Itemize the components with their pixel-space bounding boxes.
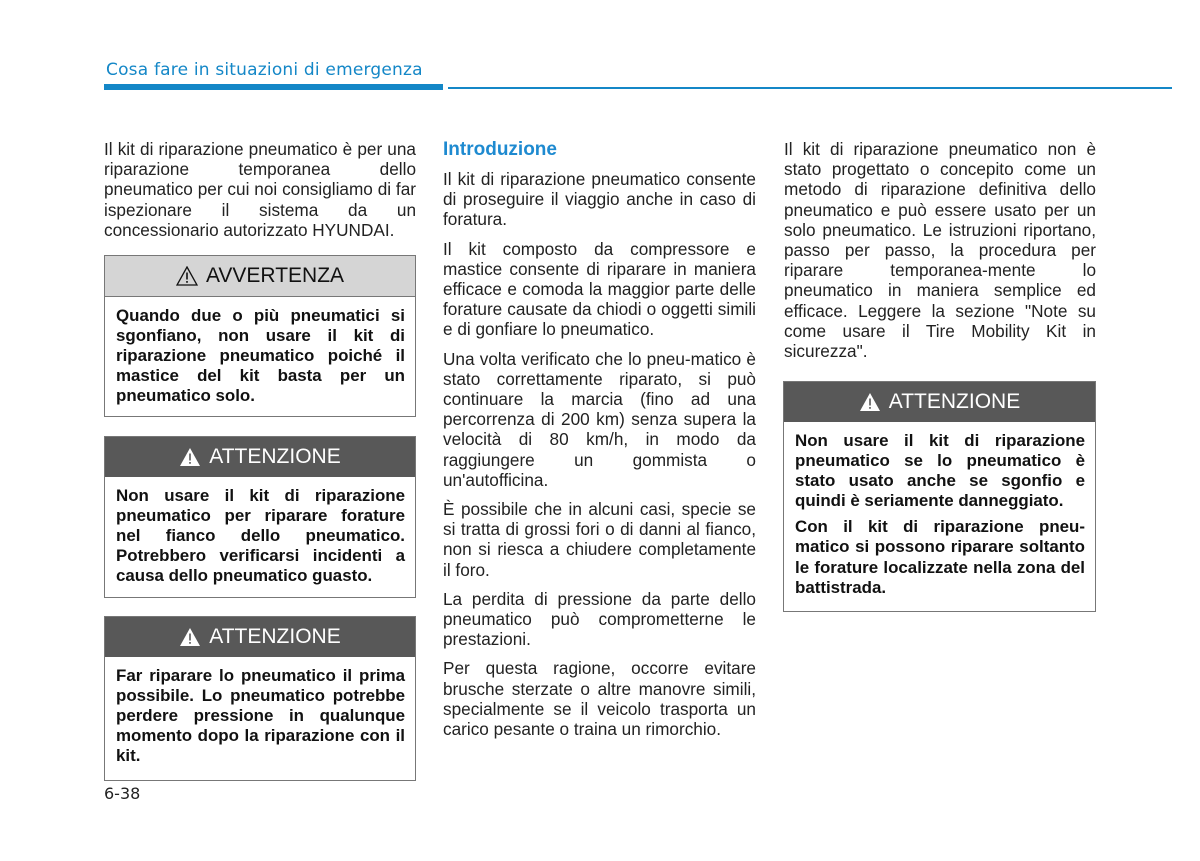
caution-text: Far riparare lo pneumatico il prima possibile. Lo pneumatico potrebbe perdere pressione in qualunque momento dopo la riparazione con il kit. [116, 666, 405, 766]
caution-text: Non usare il kit di riparazione pneumatico se lo pneumatico è stato usato anche se sgonfio e quindi è seriamente danneggiato. [795, 431, 1085, 511]
caution-header [105, 437, 415, 477]
caution-body [105, 657, 415, 776]
caution-header [784, 382, 1095, 422]
column-middle [443, 139, 756, 748]
intro-paragraph: Il kit di riparazione pneumatico è per una riparazione temporanea dello pneumatico per cui noi consigliamo di far ispezionare il sistema da un concessionario autorizzato HYUNDAI. [104, 139, 416, 240]
warning-title: AVVERTENZA [205, 264, 345, 287]
warning-triangle-icon [176, 266, 198, 286]
paragraph: Il kit composto da compressore e mastice consente di riparare in maniera efficace e comoda la maggior parte delle forature causate da chiodi o oggetti simili e di gonfiare lo pneumatico. [443, 238, 756, 340]
paragraph: La perdita di pressione da parte dello pneumatico può comprometterne le prestazioni. [443, 588, 756, 650]
caution-box [783, 381, 1096, 612]
caution-body [784, 422, 1095, 608]
caution-title: ATTENZIONE [888, 390, 1021, 413]
caution-text: Non usare il kit di riparazione pneumatico per riparare forature nel fianco dello pneumatico. Potrebbero verificarsi incidenti a causa dello pneumatico guasto. [116, 486, 405, 586]
warning-triangle-icon [859, 392, 881, 412]
page-number: 6-38 [104, 784, 141, 803]
warning-box [104, 255, 416, 417]
caution-box [104, 616, 416, 781]
warning-text: Quando due o più pneumatici si sgonfiano, non usare il kit di riparazione pneumatico poiché il mastice del kit basta per un pneumatico solo. [116, 306, 405, 406]
caution-header [105, 617, 415, 657]
section-title: Cosa fare in situazioni di emergenza [106, 60, 423, 80]
caution-body [105, 477, 415, 596]
column-left [104, 139, 416, 249]
header-rule-thin [448, 87, 1172, 89]
paragraph: Una volta verificato che lo pneu-matico è stato correttamente riparato, si può continuare la marcia (fino ad una percorrenza di 200 km) senza supera la velocità di 80 km/h, in modo da raggiungere un gommista o un'autofficina. [443, 348, 756, 490]
caution-title: ATTENZIONE [209, 625, 341, 648]
caution-title: ATTENZIONE [209, 445, 341, 468]
paragraph: Il kit di riparazione pneumatico consente di proseguire il viaggio anche in caso di foratura. [443, 169, 756, 230]
column-right [784, 139, 1096, 370]
warning-header [105, 256, 415, 297]
header-rule-thick [104, 84, 443, 90]
warning-triangle-icon [179, 627, 201, 647]
section-heading: Introduzione [443, 139, 557, 160]
paragraph: Per questa ragione, occorre evitare brusche sterzate o altre manovre simili, specialmente se il veicolo trasporta un carico pesante o traina un rimorchio. [443, 658, 756, 740]
caution-box [104, 436, 416, 598]
warning-triangle-icon [179, 447, 201, 467]
paragraph: È possibile che in alcuni casi, specie se si tratta di grossi fori o di danni al fianco, non si riesca a chiudere completamente il foro. [443, 499, 756, 580]
caution-text: Con il kit di riparazione pneu-matico si possono riparare soltanto le forature localizzate nella zona del battistrada. [795, 517, 1085, 597]
warning-body [105, 297, 415, 416]
intro-paragraph: Il kit di riparazione pneumatico non è stato progettato o concepito come un metodo di riparazione definitiva dello pneumatico e può essere usato per un solo pneumatico. Le istruzioni riportano, passo per passo, la procedura per riparare temporanea-mente lo pneumatico in maniera semplice ed efficace. Leggere la sezione "Note su come usare il Tire Mobility Kit in sicurezza". [784, 139, 1096, 362]
